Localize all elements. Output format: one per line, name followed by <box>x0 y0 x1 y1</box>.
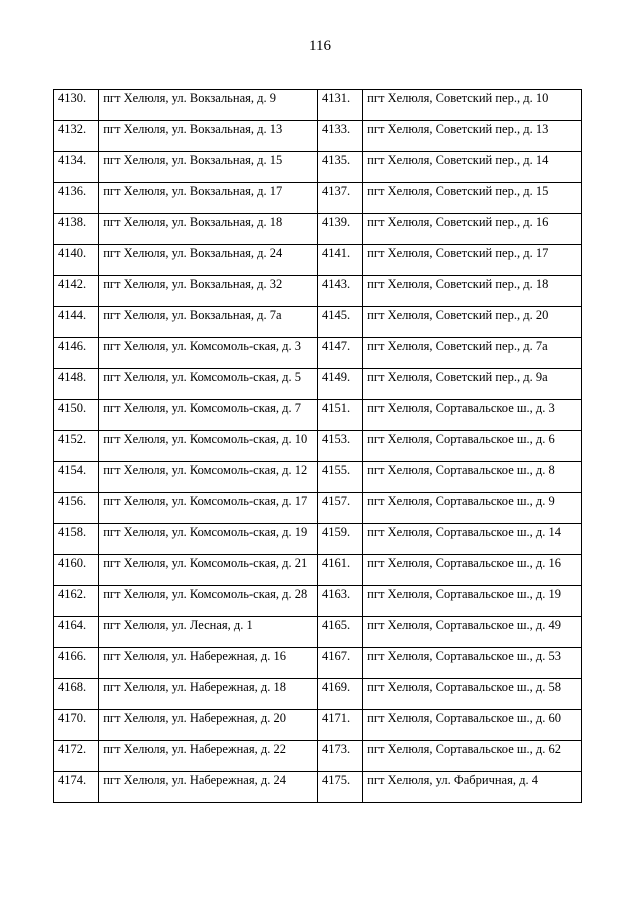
entry-number: 4164. <box>54 617 99 648</box>
entry-number: 4142. <box>54 276 99 307</box>
entry-number: 4173. <box>317 741 362 772</box>
entry-number: 4138. <box>54 214 99 245</box>
entry-address: пгт Хелюля, Советский пер., д. 20 <box>363 307 582 338</box>
entry-address: пгт Хелюля, ул. Вокзальная, д. 18 <box>99 214 318 245</box>
entry-number: 4136. <box>54 183 99 214</box>
entry-address: пгт Хелюля, ул. Набережная, д. 20 <box>99 710 318 741</box>
entry-address: пгт Хелюля, ул. Вокзальная, д. 32 <box>99 276 318 307</box>
table-row <box>54 245 582 276</box>
entry-address: пгт Хелюля, Советский пер., д. 17 <box>363 245 582 276</box>
entry-address: пгт Хелюля, ул. Комсомоль-ская, д. 17 <box>99 493 318 524</box>
entry-number: 4159. <box>317 524 362 555</box>
entry-number: 4155. <box>317 462 362 493</box>
entry-number: 4143. <box>317 276 362 307</box>
entry-number: 4144. <box>54 307 99 338</box>
entry-address: пгт Хелюля, Советский пер., д. 16 <box>363 214 582 245</box>
entry-address: пгт Хелюля, Сортавальское ш., д. 14 <box>363 524 582 555</box>
entry-address: пгт Хелюля, Сортавальское ш., д. 16 <box>363 555 582 586</box>
table-row <box>54 90 582 121</box>
entry-number: 4131. <box>317 90 362 121</box>
entry-number: 4150. <box>54 400 99 431</box>
entry-number: 4161. <box>317 555 362 586</box>
entry-address: пгт Хелюля, ул. Комсомоль-ская, д. 28 <box>99 586 318 617</box>
entry-address: пгт Хелюля, ул. Комсомоль-ская, д. 3 <box>99 338 318 369</box>
entry-number: 4147. <box>317 338 362 369</box>
entry-address: пгт Хелюля, ул. Лесная, д. 1 <box>99 617 318 648</box>
entry-address: пгт Хелюля, Сортавальское ш., д. 9 <box>363 493 582 524</box>
entry-address: пгт Хелюля, Сортавальское ш., д. 62 <box>363 741 582 772</box>
entry-number: 4175. <box>317 772 362 803</box>
table-row <box>54 183 582 214</box>
entry-address: пгт Хелюля, Советский пер., д. 18 <box>363 276 582 307</box>
entry-number: 4152. <box>54 431 99 462</box>
entry-number: 4169. <box>317 679 362 710</box>
address-table-body <box>54 90 582 803</box>
entry-number: 4134. <box>54 152 99 183</box>
entry-address: пгт Хелюля, ул. Фабричная, д. 4 <box>363 772 582 803</box>
table-row <box>54 431 582 462</box>
entry-number: 4167. <box>317 648 362 679</box>
table-row <box>54 307 582 338</box>
entry-address: пгт Хелюля, ул. Комсомоль-ская, д. 10 <box>99 431 318 462</box>
entry-number: 4172. <box>54 741 99 772</box>
entry-address: пгт Хелюля, Сортавальское ш., д. 3 <box>363 400 582 431</box>
entry-number: 4165. <box>317 617 362 648</box>
entry-address: пгт Хелюля, ул. Набережная, д. 16 <box>99 648 318 679</box>
entry-number: 4171. <box>317 710 362 741</box>
entry-number: 4163. <box>317 586 362 617</box>
entry-address: пгт Хелюля, ул. Вокзальная, д. 7а <box>99 307 318 338</box>
table-row <box>54 648 582 679</box>
table-row <box>54 555 582 586</box>
entry-number: 4162. <box>54 586 99 617</box>
entry-address: пгт Хелюля, ул. Комсомоль-ская, д. 7 <box>99 400 318 431</box>
entry-address: пгт Хелюля, ул. Комсомоль-ская, д. 12 <box>99 462 318 493</box>
entry-address: пгт Хелюля, ул. Вокзальная, д. 24 <box>99 245 318 276</box>
entry-number: 4151. <box>317 400 362 431</box>
table-row <box>54 772 582 803</box>
entry-number: 4137. <box>317 183 362 214</box>
page-number: 116 <box>309 38 331 54</box>
entry-number: 4157. <box>317 493 362 524</box>
table-row <box>54 617 582 648</box>
entry-address: пгт Хелюля, Сортавальское ш., д. 53 <box>363 648 582 679</box>
entry-number: 4141. <box>317 245 362 276</box>
table-row <box>54 152 582 183</box>
entry-number: 4133. <box>317 121 362 152</box>
table-row <box>54 586 582 617</box>
entry-number: 4132. <box>54 121 99 152</box>
entry-address: пгт Хелюля, Сортавальское ш., д. 8 <box>363 462 582 493</box>
table-row <box>54 214 582 245</box>
entry-address: пгт Хелюля, Советский пер., д. 14 <box>363 152 582 183</box>
table-row <box>54 369 582 400</box>
entry-address: пгт Хелюля, Советский пер., д. 13 <box>363 121 582 152</box>
entry-number: 4149. <box>317 369 362 400</box>
entry-address: пгт Хелюля, ул. Набережная, д. 22 <box>99 741 318 772</box>
entry-address: пгт Хелюля, Советский пер., д. 10 <box>363 90 582 121</box>
table-row <box>54 679 582 710</box>
entry-address: пгт Хелюля, Сортавальское ш., д. 19 <box>363 586 582 617</box>
entry-number: 4135. <box>317 152 362 183</box>
entry-number: 4174. <box>54 772 99 803</box>
entry-address: пгт Хелюля, Советский пер., д. 15 <box>363 183 582 214</box>
entry-number: 4139. <box>317 214 362 245</box>
address-table <box>53 89 582 803</box>
table-row <box>54 276 582 307</box>
entry-number: 4170. <box>54 710 99 741</box>
entry-number: 4153. <box>317 431 362 462</box>
entry-number: 4154. <box>54 462 99 493</box>
entry-address: пгт Хелюля, ул. Комсомоль-ская, д. 21 <box>99 555 318 586</box>
entry-address: пгт Хелюля, ул. Вокзальная, д. 15 <box>99 152 318 183</box>
entry-address: пгт Хелюля, Советский пер., д. 7а <box>363 338 582 369</box>
entry-number: 4130. <box>54 90 99 121</box>
table-row <box>54 493 582 524</box>
entry-address: пгт Хелюля, ул. Вокзальная, д. 17 <box>99 183 318 214</box>
entry-address: пгт Хелюля, ул. Вокзальная, д. 9 <box>99 90 318 121</box>
entry-number: 4168. <box>54 679 99 710</box>
entry-number: 4140. <box>54 245 99 276</box>
entry-address: пгт Хелюля, ул. Набережная, д. 24 <box>99 772 318 803</box>
table-row <box>54 121 582 152</box>
entry-address: пгт Хелюля, ул. Комсомоль-ская, д. 19 <box>99 524 318 555</box>
entry-address: пгт Хелюля, ул. Комсомоль-ская, д. 5 <box>99 369 318 400</box>
table-row <box>54 741 582 772</box>
table-row <box>54 338 582 369</box>
entry-address: пгт Хелюля, ул. Вокзальная, д. 13 <box>99 121 318 152</box>
table-row <box>54 400 582 431</box>
entry-number: 4158. <box>54 524 99 555</box>
entry-address: пгт Хелюля, Сортавальское ш., д. 6 <box>363 431 582 462</box>
entry-address: пгт Хелюля, Советский пер., д. 9а <box>363 369 582 400</box>
table-row <box>54 524 582 555</box>
entry-address: пгт Хелюля, ул. Набережная, д. 18 <box>99 679 318 710</box>
entry-number: 4166. <box>54 648 99 679</box>
entry-number: 4160. <box>54 555 99 586</box>
entry-number: 4148. <box>54 369 99 400</box>
entry-number: 4156. <box>54 493 99 524</box>
table-row <box>54 710 582 741</box>
entry-number: 4145. <box>317 307 362 338</box>
table-row <box>54 462 582 493</box>
entry-address: пгт Хелюля, Сортавальское ш., д. 49 <box>363 617 582 648</box>
entry-number: 4146. <box>54 338 99 369</box>
entry-address: пгт Хелюля, Сортавальское ш., д. 58 <box>363 679 582 710</box>
entry-address: пгт Хелюля, Сортавальское ш., д. 60 <box>363 710 582 741</box>
